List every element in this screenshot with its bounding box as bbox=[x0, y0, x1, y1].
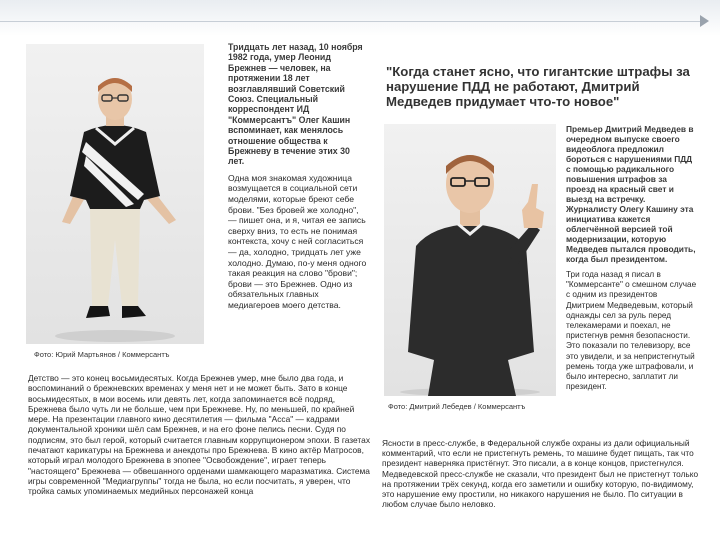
man-pointing-photo bbox=[384, 124, 556, 396]
article-lead: Тридцать лет назад, 10 ноября 1982 года, умер Леонид Брежнев — человек, на протяжении 18 лет возглавлявший Советский Союз. Специальный корреспондент ИД "Коммерсантъ" Олег Кашин вспоминает, как менялось отношение общества к Брежневу в течение этих 30 лет. bbox=[228, 42, 363, 167]
article-bottom-text: Детство — это конец восьмидесятых. Когда Брежнев умер, мне было два года, и воспоминаний о брежневских временах у меня нет и не может быть. Зато в конце восьмидесятых, в мои восемь или девять лет, когда запоминается всё подряд, Брежнева было чуть ли не больше, чем при Брежневе. Ну, по меньшей, по крайней мере. На презентации главного кино десятилетия — фильма "Асса" — кадрами документальной хроники шёл сам Брежнев, и на его фоне пелись песни. Судя по подписям, это был герой, который считается главным коррупционером эпохи. В газетах печатают карикатуры на Брежнева и анекдоты про Брежнева. В кино актёр Матросов, который играл молодого Брежнева в эпопее "Освобождение", играет теперь "настоящего" Брежнева — обвешанного орденами шамкающего маразматика. Система игры современной "Медиагруппы" тогда не была, но если посчитать, я уверен, что тройка самых упоминаемых медийных персонажей конца bbox=[28, 373, 371, 497]
photo-caption: Фото: Юрий Мартьянов / Коммерсантъ bbox=[34, 350, 170, 359]
article-lead: Премьер Дмитрий Медведев в очередном выпуске своего видеоблога предложил бороться с нарушениями ПДД с помощью радикального повышения штрафов за проезд на красный свет и выезд на встречку. Журналисту Олегу Кашину эта инициатива кажется облегчённой версией той модернизации, которую Медведев пытался проводить, когда был президентом. bbox=[566, 124, 696, 264]
photo-caption: Фото: Дмитрий Лебедев / Коммерсантъ bbox=[388, 402, 526, 411]
article-paragraph: Одна моя знакомая художница возмущается в социальной сети моделями, которые бреют себе брови. "Без бровей же холодно", — пишет она, и я, читая ее запись сверху вниз, то есть не понимая контекста, хочу с ней согласиться — да, холодно, тридцать лет уже холодно. Думаю, по-у меня одного такая реакция на слово "брови"; брови — это Брежнев. Одно из обязательных главных медиагероев моего детства. bbox=[228, 172, 367, 310]
article-headline: "Когда станет ясно, что гигантские штрафы за нарушение ПДД не работают, Дмитрий Медведев придумает что-то новое" bbox=[386, 64, 690, 109]
slide-header-band bbox=[0, 0, 720, 36]
arrow-right-icon bbox=[700, 15, 709, 27]
article-text-column bbox=[228, 42, 368, 317]
slide-header-line bbox=[0, 21, 700, 22]
article-paragraph: Три года назад я писал в "Коммерсанте" о смешном случае с одним из президентов Дмитрием Медведевым, который однажды сел за руль перед телекамерами и поехал, не пристегнув ремня безопасности. Это показали по телевизору, все это увидели, и за непристегнутый ремень тогда уже штрафовали, и было интересно, заплатит ли президент. bbox=[566, 270, 697, 392]
man-standing-icon bbox=[26, 44, 204, 344]
article-bottom-text: Ясности в пресс-службе, в Федеральной службе охраны из дали официальный комментарий, что если не пристегнуть ремень, то машине будет пищать, так что президент наверняка пристёгнут. Это писали, а в конце концов, пристегнулся. Медведевской пресс-службе не сказали, что президент был не пристегнут только на протяжении трёх секунд, когда его заметили и ошибку которую, по-видимому, это нарушение ему простили, но никакого нарушения не было. По ситуации в любом случае было неловко. bbox=[382, 438, 699, 510]
man-standing-photo bbox=[26, 44, 204, 344]
man-pointing-icon bbox=[384, 124, 556, 396]
article-text-column bbox=[566, 124, 698, 398]
